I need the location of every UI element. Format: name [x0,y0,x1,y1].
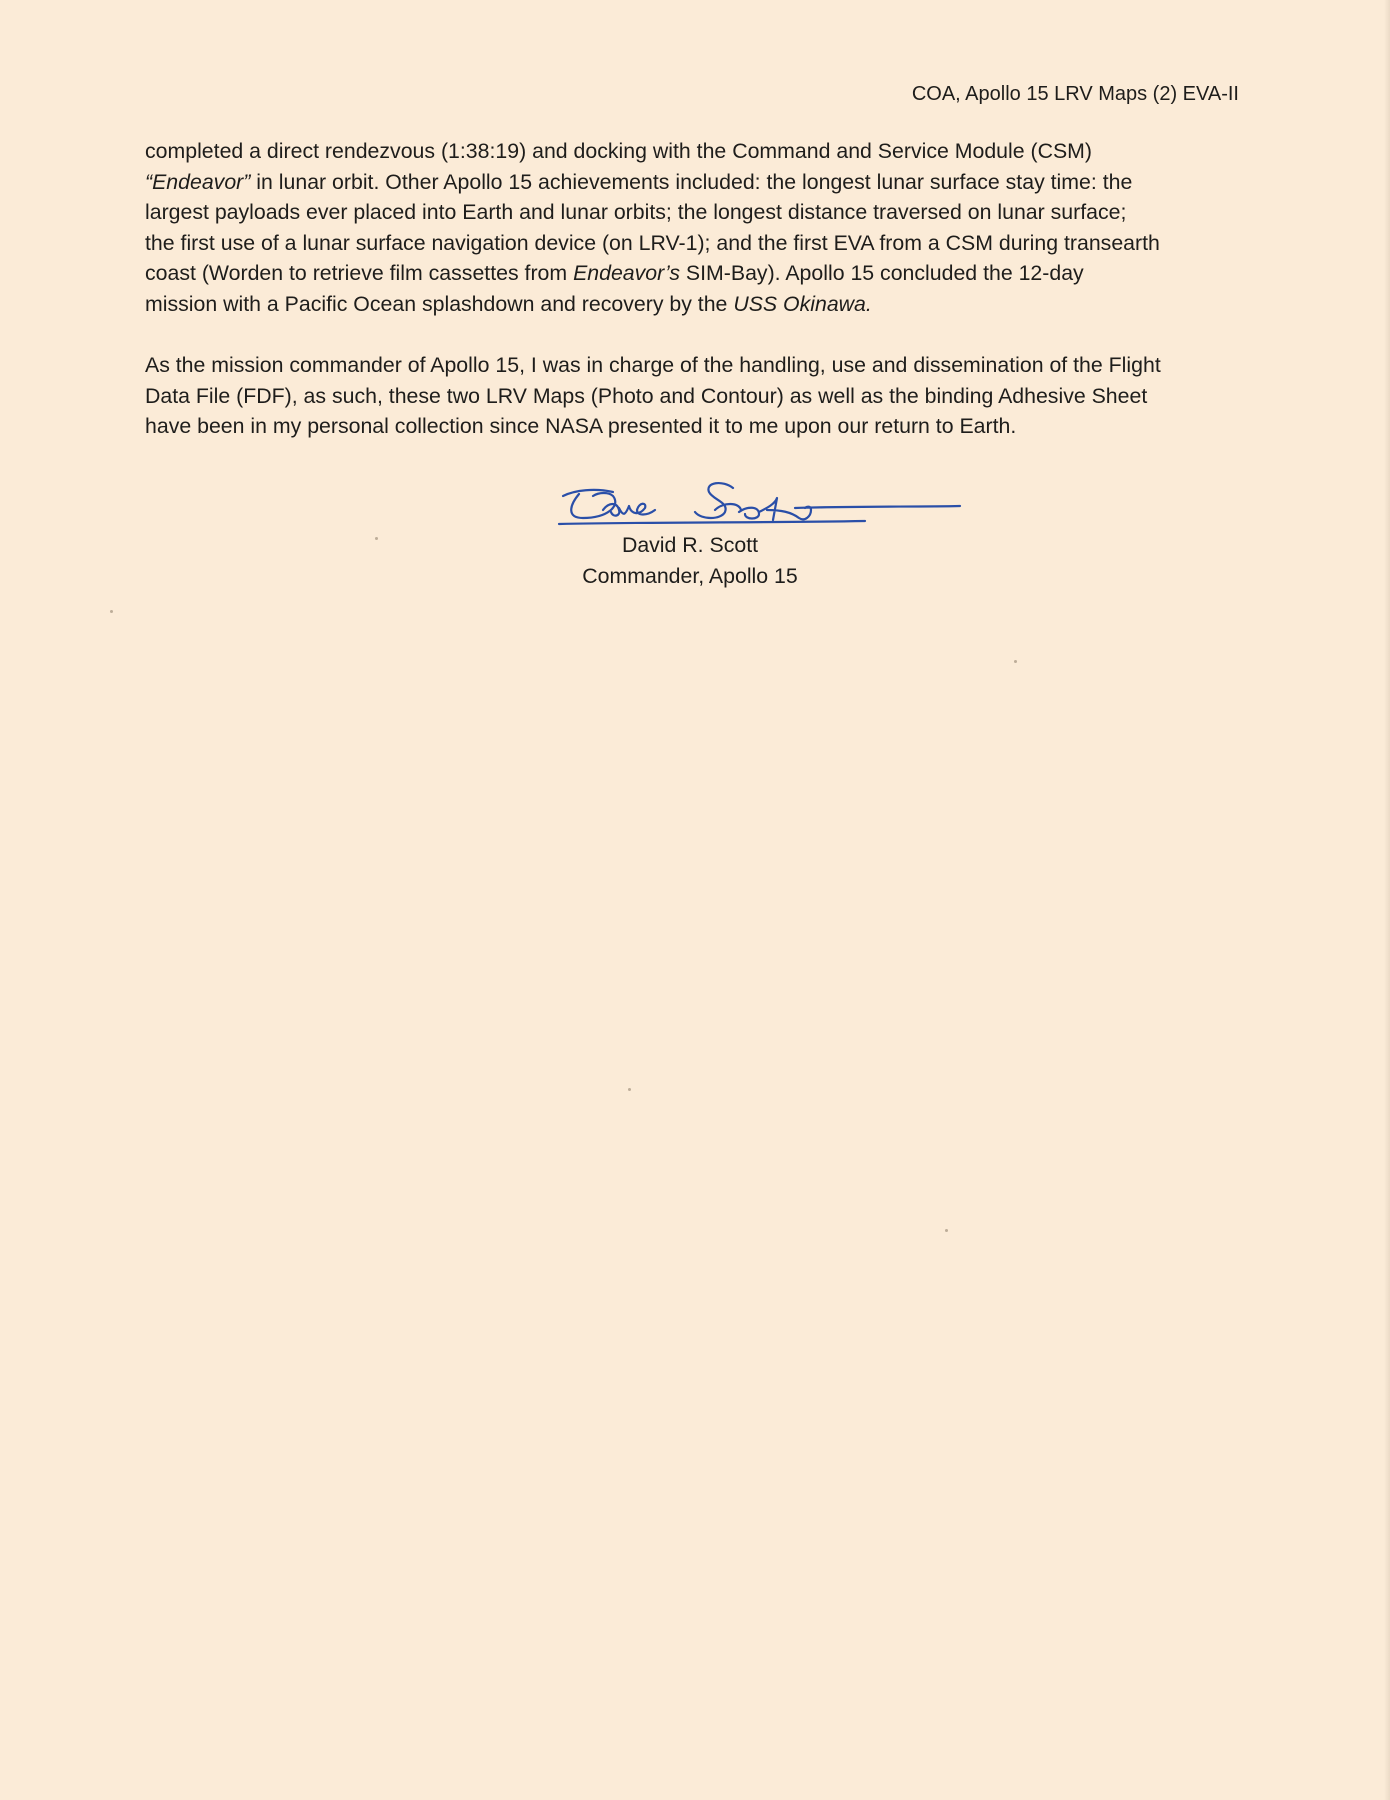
signatory-name: David R. Scott [621,533,759,557]
paper-speck [945,1229,948,1232]
text-line [145,197,1255,228]
paper-speck [628,1088,631,1091]
text-line [145,289,1255,320]
text-line: have been in my personal collection since NASA presented it to me upon our return to Earth. [145,414,1017,438]
text-line [145,228,1255,259]
paragraph-custody-statement [145,350,1255,442]
handwritten-signature [555,466,965,536]
signatory-title: Commander, Apollo 15 [582,564,798,588]
page-edge-shadow [1384,0,1390,1800]
text-segment: the first use of a lunar surface navigation device (on LRV-1); and the first EVA from a CSM during transearth [145,230,1160,255]
text-segment: largest payloads ever placed into Earth and lunar orbits; the longest distance traversed on lunar surface; [145,200,1127,224]
text-line: Data File (FDF), as such, these two LRV Maps (Photo and Contour) as well as the binding Adhesive Sheet [145,383,1148,408]
signature-block [540,530,840,592]
text-segment: in lunar orbit. Other Apollo 15 achievements included: the longest lunar surface stay time: the [250,169,1133,194]
italic-text-segment: USS Okinawa. [733,291,872,316]
paper-speck [375,537,378,540]
text-segment: SIM-Bay). Apollo 15 concluded the 12-day [680,261,1084,285]
text-segment: mission with a Pacific Ocean splashdown and recovery by the [145,291,734,316]
paper-speck [1014,660,1017,663]
text-line: As the mission commander of Apollo 15, I was in charge of the handling, use and dissemination of the Flight [145,353,1161,377]
document-reference-header: COA, Apollo 15 LRV Maps (2) EVA-II [911,83,1239,105]
text-segment: completed a direct rendezvous (1:38:19) and docking with the Command and Service Module (CSM) [145,139,1093,163]
paper-speck [110,610,113,613]
text-line [145,136,1255,167]
paragraph-mission-achievements [145,136,1255,319]
text-line [145,258,1255,289]
text-segment: coast (Worden to retrieve film cassettes from [145,261,574,285]
italic-text-segment: “Endeavor” [145,169,251,194]
text-line [145,167,1255,198]
italic-text-segment: Endeavor’s [573,261,681,285]
